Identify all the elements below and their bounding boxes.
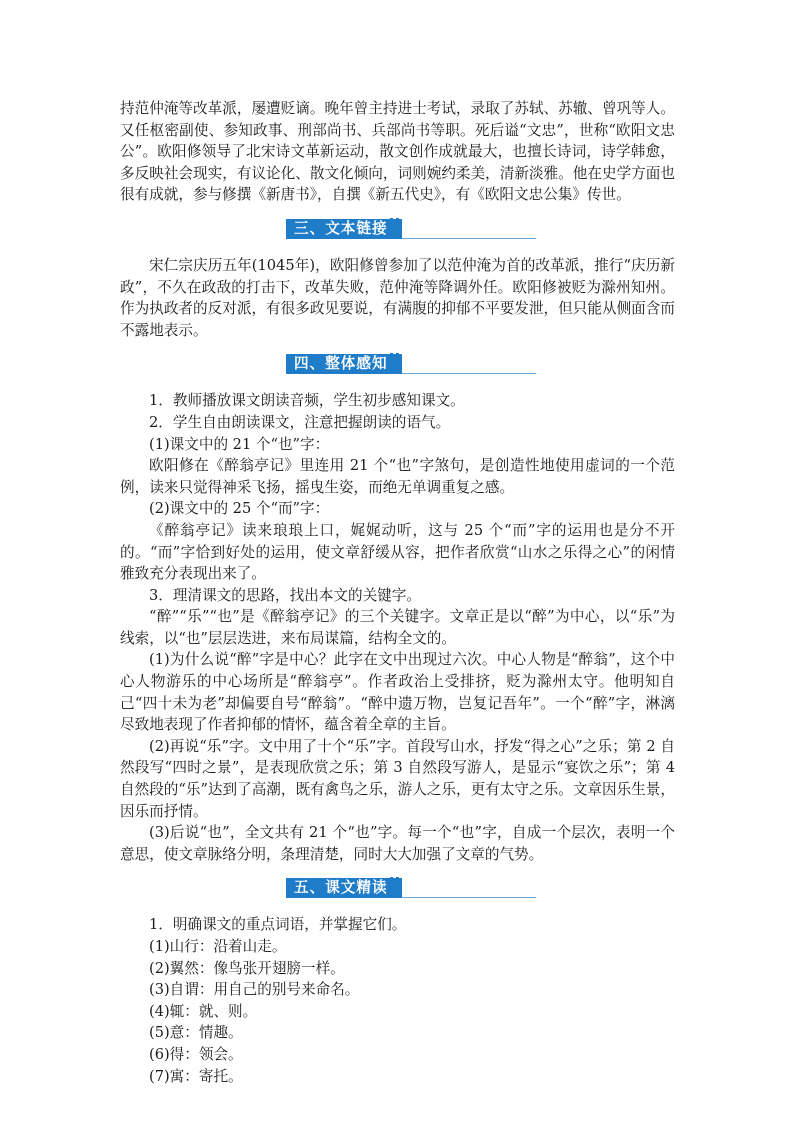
section-heading-5 [120,871,675,907]
paragraph: (1)为什么说“醉”字是中心？此字在文中出现过六次。中心人物是“醉翁”，这个中心人物游乐的中心场所是“醉翁亭”。作者政治上受排挤，贬为滁州太守。他明知自己“四十未为老”却偏要自号“醉翁”。“醉中遗万物，岂复记吾年”。一个“醉”字，淋漓尽致地表现了作者抑郁的情怀，蕴含着全章的主旨。 [120,651,675,734]
vocab-item: (7)寓：寄托。 [149,1067,243,1085]
list-item: (1)课文中的 21 个“也”字： [149,435,330,453]
intro-paragraph: 持范仲淹等改革派，屡遭贬谪。晚年曾主持进士考试，录取了苏轼、苏辙、曾巩等人。又任枢密副使、参知政事、刑部尚书、兵部尚书等职。死后谥“文忠”，世称“欧阳文忠公”。欧阳修领导了北宋诗文革新运动，散文创作成就最大，也擅长诗词，诗学韩愈，多反映社会现实，有议论化、散文化倾向，词则婉约柔美，清新淡雅。他在史学方面也很有成就，参与修撰《新唐书》，自撰《新五代史》，有《欧阳文忠公集》传世。 [120,100,675,204]
paragraph: (2)再说“乐”字。文中用了十个“乐”字。首段写山水，抒发“得之心”之乐；第 2 自然段写“四时之景”，是表现欣赏之乐；第 3 自然段写游人，是显示“宴饮之乐”；第 4 自然段的“乐”达到了高潮，既有禽鸟之乐，游人之乐，更有太守之乐。文章因乐生景，因乐而抒情。 [120,737,675,820]
list-item: (2)课文中的 25 个“而”字： [149,500,330,518]
vocab-item: (6)得：领会。 [149,1045,243,1063]
vocab-item: (1)山行：沿着山走。 [149,938,287,955]
section-title: 三、文本链接 [286,219,402,239]
vocab-item: (3)自谓：用自己的别号来命名。 [149,981,360,999]
section-title: 四、整体感知 [286,354,402,374]
section-heading-3 [120,212,675,248]
paragraph: “醉”“乐”“也”是《醉翁亭记》的三个关键字。文章正是以“醉”为中心，以“乐”为线索，以“也”层层迭进，来布局谋篇，结构全文的。 [120,608,675,647]
vocab-item: (5)意：情趣。 [149,1024,243,1042]
section-heading-4 [120,347,675,383]
list-item: 1．明确课文的重点词语，并掌握它们。 [149,916,407,934]
paragraph: 《醉翁亭记》读来琅琅上口，娓娓动听，这与 25 个“而”字的运用也是分不开的。“而”字恰到好处的运用，使文章舒缓从容，把作者欣赏“山水之乐得之心”的闲情雅致充分表现出来了。 [120,521,675,583]
list-item: 1．教师播放课文朗读音频，学生初步感知课文。 [149,392,465,410]
paragraph: 欧阳修在《醉翁亭记》里连用 21 个“也”字煞句，是创造性地使用虚词的一个范例，读来只觉得神采飞扬，摇曳生姿，而绝无单调重复之感。 [120,457,675,496]
paragraph: (3)后说“也”，全文共有 21 个“也”字。每一个“也”字，自成一个层次，表明一个意思，使文章脉络分明，条理清楚，同时大大加强了文章的气势。 [120,824,675,863]
list-item: 3．理清课文的思路，找出本文的关键字。 [149,586,421,604]
section-title: 五、课文精读 [286,878,402,898]
list-item: 2．学生自由朗读课文，注意把握朗读的语气。 [149,413,451,431]
vocab-item: (4)辄：就、则。 [149,1002,258,1020]
paragraph: 宋仁宗庆历五年(1045年)，欧阳修曾参加了以范仲淹为首的改革派，推行“庆历新政”，不久在政敌的打击下，改革失败，范仲淹等降调外任。欧阳修被贬为滁州知州。作为执政者的反对派，有很多政见要说，有满腹的抑郁不平要发泄，但只能从侧面含而不露地表示。 [120,256,675,339]
document-page [120,98,675,1087]
vocab-item: (2)翼然：像鸟张开翅膀一样。 [149,959,345,977]
